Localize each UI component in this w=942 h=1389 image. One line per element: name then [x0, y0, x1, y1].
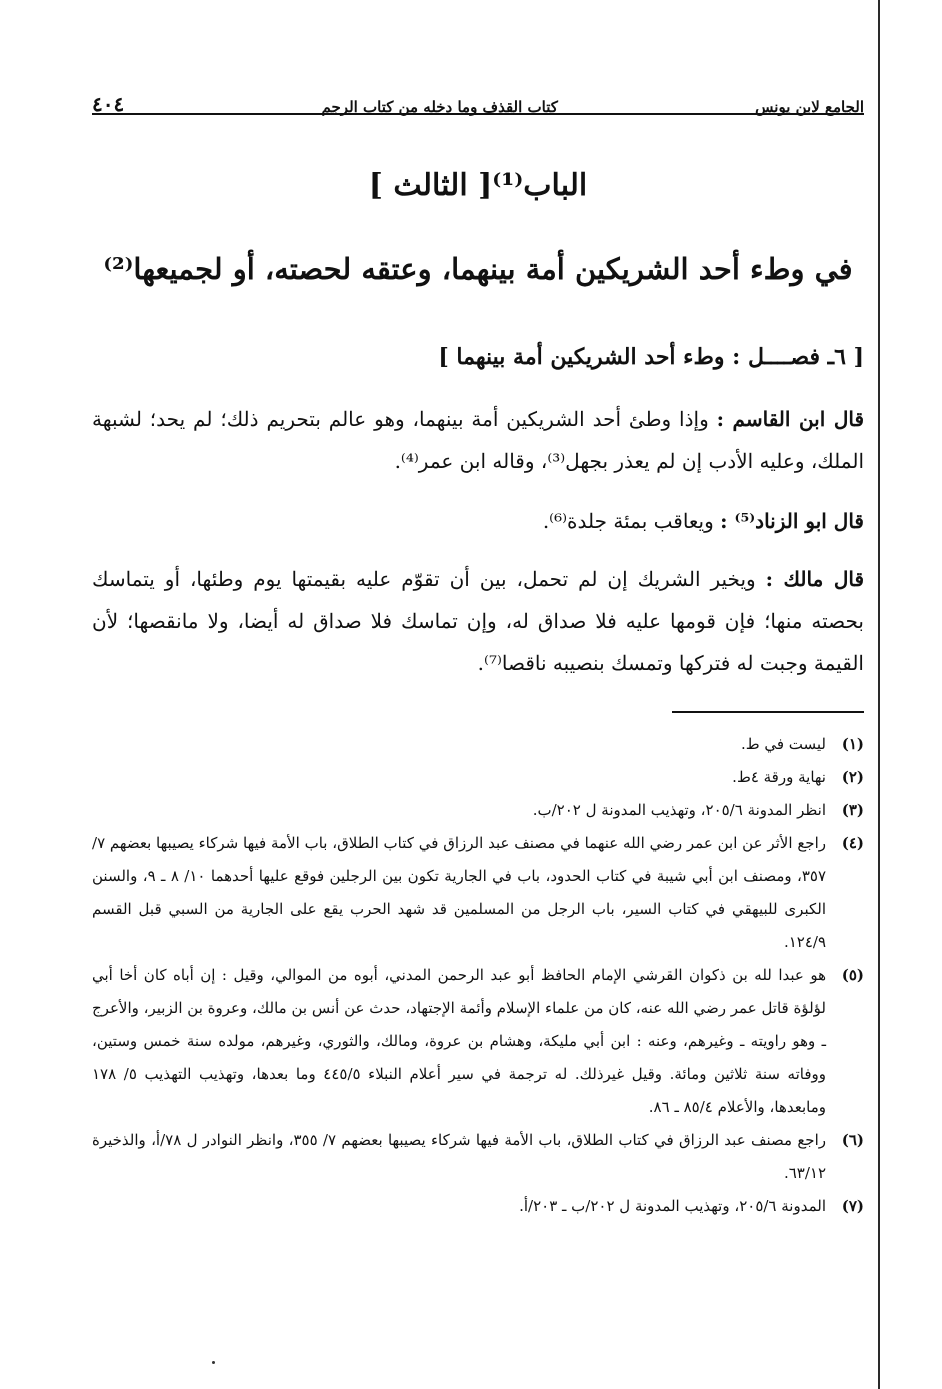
chapter-title: الباب⁽¹⁾[ الثالث ] [368, 168, 588, 203]
footnote-item [92, 794, 864, 827]
footnote-number: (٥) [841, 966, 864, 984]
footnote-number: (٤) [841, 834, 864, 852]
footnote-number: (١) [841, 735, 864, 753]
paragraph-text: ويخير الشريك إن لم تحمل، بين أن تقوّم عليه بقيمتها يوم وطئها، أو يتماسك بحصته منها؛ فإن قومها عليه فلا صداق له، وإن تماسك فلا صداق له أيضا، ولا مانقصها؛ لأن القيمة وجبت له فتركها وتمسك بنصيبه ناقصا⁽⁷⁾. [92, 567, 864, 675]
footnote-item [92, 827, 864, 959]
header-rule [92, 113, 864, 115]
page-edge-line [878, 0, 880, 1389]
section-heading: [ ٦ـ فصــــل : وطء أحد الشريكين أمة بينهما ] [438, 344, 864, 370]
page-number: ٤٠٤ [92, 92, 125, 116]
footnote-text: راجع الأثر عن ابن عمر رضي الله عنهما في مصنف عبد الرزاق في كتاب الطلاق، باب الأمة فيها شركاء يصيبها بعضهم ٧/ ٣٥٧، ومصنف ابن أبي شيبة في كتاب الحدود، باب في الجارية تكون بين الرجلين فوقع عليها أحدهما ١٠/ ٨ ـ ٩، والسنن الكبرى للبيهقي في كتاب السير، باب الرجل من المسلمين قد شهد الحرب يقع على الجارية من السبي قبل القسم ١٢٤/٩. [92, 834, 827, 951]
chapter-subtitle: في وطء أحد الشريكين أمة بينهما، وعتقه لحصته، أو لجميعها⁽²⁾ [103, 252, 853, 286]
footnote-rule [672, 711, 864, 713]
running-header [92, 86, 864, 116]
footnotes-list [92, 728, 864, 1223]
paragraph-text: وإذا وطئ أحد الشريكين أمة بينهما، وهو عالم بتحريم ذلك؛ لم يحد؛ لشبهة الملك، وعليه الأدب إن لم يعذر بجهل⁽³⁾، وقاله ابن عمر⁽⁴⁾. [92, 407, 864, 473]
footnote-text: نهاية ورقة ٤ط. [732, 768, 826, 786]
paragraph-malik [92, 558, 864, 684]
footnote-item [92, 1124, 864, 1190]
footnote-number: (٣) [841, 801, 864, 819]
book-title: الجامع لابن يونس [755, 98, 864, 116]
paragraph-ibn-al-qasim [92, 398, 864, 482]
footnote-text: المدونة ٢٠٥/٦، وتهذيب المدونة ل ٢٠٢/ب ـ ٢٠٣/أ. [519, 1197, 826, 1215]
footnote-number: (٢) [841, 768, 864, 786]
footnote-text: هو عبدا لله بن ذكوان القرشي الإمام الحافظ أبو عبد الرحمن المدني، أبوه من الموالي، وقيل : إن أباه كان أخا أبي لؤلؤة قاتل عمر رضي الله عنه، كان من علماء الإسلام وأئمة الإجتهاد، حدث عن أنس بن مالك، وعروة بن الزبير، والأعرج ـ وهو راويته ـ وغيرهم، وعنه : ابن أبي مليكة، وهشام بن عروة، ومالك، والثوري، وغيرهم، مولده سنة خمس وستين، ووفاته سنة ثلاثين ومائة. وقيل غيرذلك. له ترجمة في سير أعلام النبلاء ٤٤٥/٥ وما بعدها، وتهذيب التهذيب ٥/ ١٧٨ ومابعدها، والأعلام ٨٥/٤ ـ ٨٦. [92, 966, 827, 1116]
footnote-text: ليست في ط. [740, 735, 826, 753]
footnote-number: (٦) [841, 1131, 864, 1149]
speaker-label: قال ابن القاسم : [716, 407, 864, 431]
running-chapter-title: كتاب القذف وما دخله من كتاب الرجم [321, 98, 558, 116]
footnote-number: (٧) [841, 1197, 864, 1215]
speaker-label: قال مالك : [765, 567, 865, 591]
footnote-text: انظر المدونة ٢٠٥/٦، وتهذيب المدونة ل ٢٠٢/ب. [532, 801, 826, 819]
scan-speck [212, 1361, 215, 1364]
paragraph-abu-al-zinad [92, 500, 864, 542]
speaker-label: قال ابو الزناد⁽⁵⁾ : [720, 509, 864, 533]
paragraph-text: ويعاقب بمئة جلدة⁽⁶⁾. [542, 509, 714, 533]
footnote-item [92, 761, 864, 794]
footnote-item [92, 959, 864, 1124]
footnote-item [92, 728, 864, 761]
footnote-text: راجع مصنف عبد الرزاق في كتاب الطلاق، باب الأمة فيها شركاء يصيبها بعضهم ٧/ ٣٥٥، وانظر النوادر ل ٧٨/أ، والذخيرة ٦٣/١٢. [92, 1131, 826, 1182]
footnote-item [92, 1190, 864, 1223]
